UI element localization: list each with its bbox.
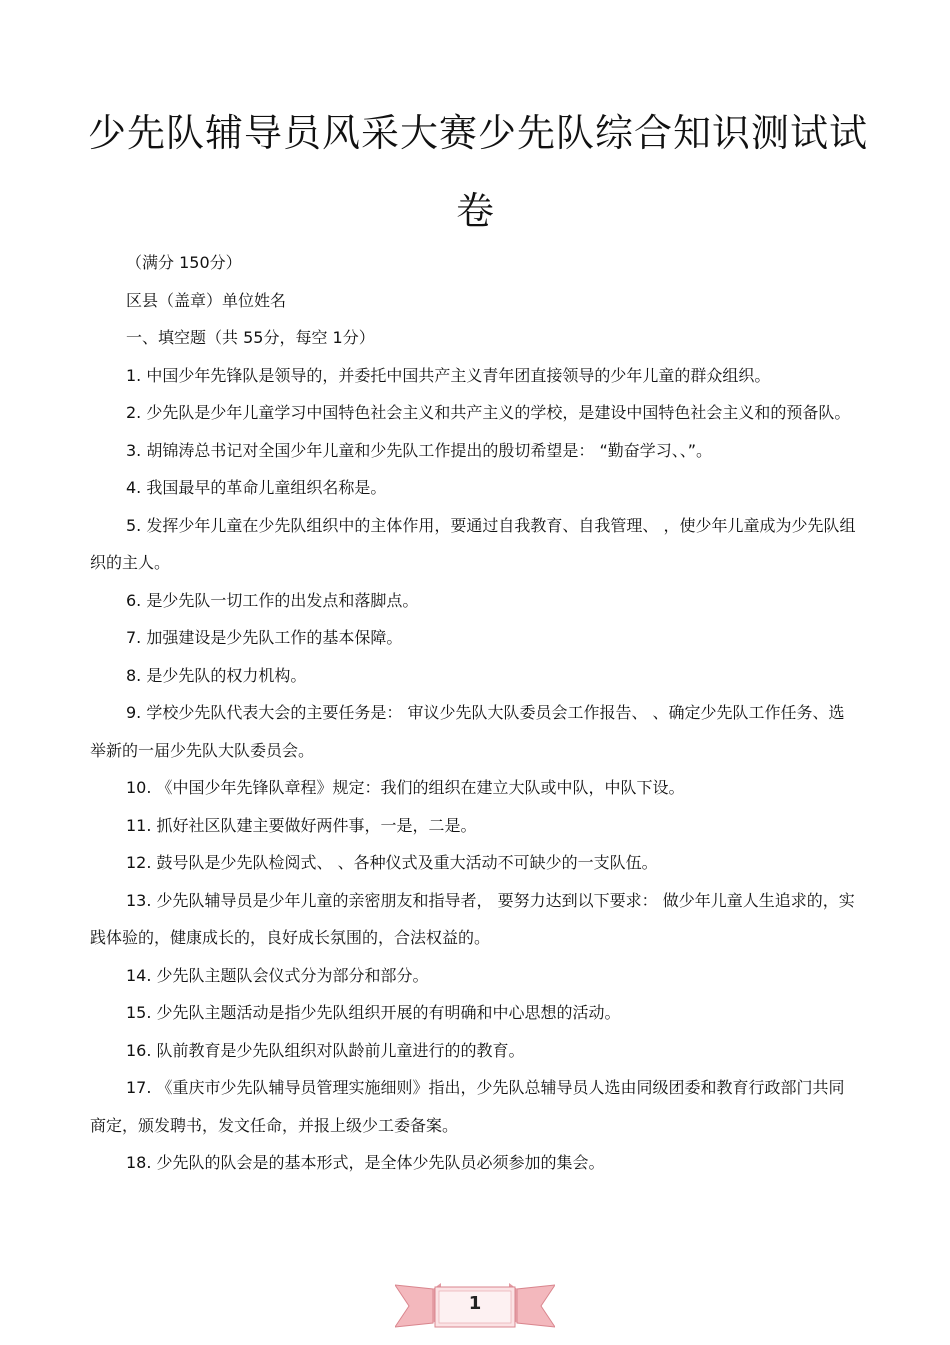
section-heading: 一、填空题（共 55分，每空 1分） <box>126 328 375 347</box>
question-16: 16. 队前教育是少先队组织对队龄前儿童进行的的教育。 <box>126 1040 525 1060</box>
question-7: 7. 加强建设是少先队工作的基本保障。 <box>126 628 403 647</box>
question-5: 5. 发挥少年儿童在少先队组织中的主体作用，要通过自我教育、自我管理、 ，使少年儿童成为少先队组织的主人。 <box>90 515 856 572</box>
document-title-line-2: 卷 <box>455 189 494 233</box>
question-18: 18. 少先队的队会是的基本形式，是全体少先队员必须参加的集会。 <box>126 1153 605 1172</box>
header-fields: 区县（盖章）单位姓名 <box>126 290 287 310</box>
question-3: 3. 胡锦涛总书记对全国少年儿童和少先队工作提出的殷切希望是： “勤奋学习、、”。 <box>126 440 713 460</box>
question-12: 12. 鼓号队是少先队检阅式、 、各种仪式及重大活动不可缺少的一支队伍。 <box>126 853 658 872</box>
question-14: 14. 少先队主题队会仪式分为部分和部分。 <box>126 965 429 985</box>
question-6: 6. 是少先队一切工作的出发点和落脚点。 <box>126 590 419 610</box>
question-15: 15. 少先队主题活动是指少先队组织开展的有明确和中心思想的活动。 <box>126 1003 621 1022</box>
question-13: 13. 少先队辅导员是少年儿童的亲密朋友和指导者， 要努力达到以下要求： 做少年儿童人生追求的，实践体验的，健康成长的，良好成长氛围的，合法权益的。 <box>90 890 855 947</box>
score-note: （满分 150分） <box>126 253 242 272</box>
question-2: 2. 少先队是少年儿童学习中国特色社会主义和共产主义的学校，是建设中国特色社会主义和的预备队。 <box>126 403 851 422</box>
question-4: 4. 我国最早的革命儿童组织名称是。 <box>126 478 387 497</box>
document-title-line-1: 少先队辅导员风采大赛少先队综合知识测试试 <box>88 111 869 155</box>
page-footer <box>395 1279 555 1331</box>
question-11: 11. 抓好社区队建主要做好两件事，一是，二是。 <box>126 815 477 835</box>
document-body <box>90 244 860 1182</box>
question-17: 17. 《重庆市少先队辅导员管理实施细则》指出，少先队总辅导员人选由同级团委和教育行政部门共同商定，颁发聘书，发文任命，并报上级少工委备案。 <box>90 1078 845 1135</box>
page-number: 1 <box>468 1293 482 1314</box>
question-1: 1. 中国少年先锋队是领导的，并委托中国共产主义青年团直接领导的少年儿童的群众组织。 <box>126 365 771 385</box>
question-9: 9. 学校少先队代表大会的主要任务是： 审议少先队大队委员会工作报告、 、确定少先队工作任务、选举新的一届少先队大队委员会。 <box>90 703 845 760</box>
question-8: 8. 是少先队的权力机构。 <box>126 665 307 685</box>
question-10: 10. 《中国少年先锋队章程》规定：我们的组织在建立大队或中队，中队下设。 <box>126 778 685 797</box>
